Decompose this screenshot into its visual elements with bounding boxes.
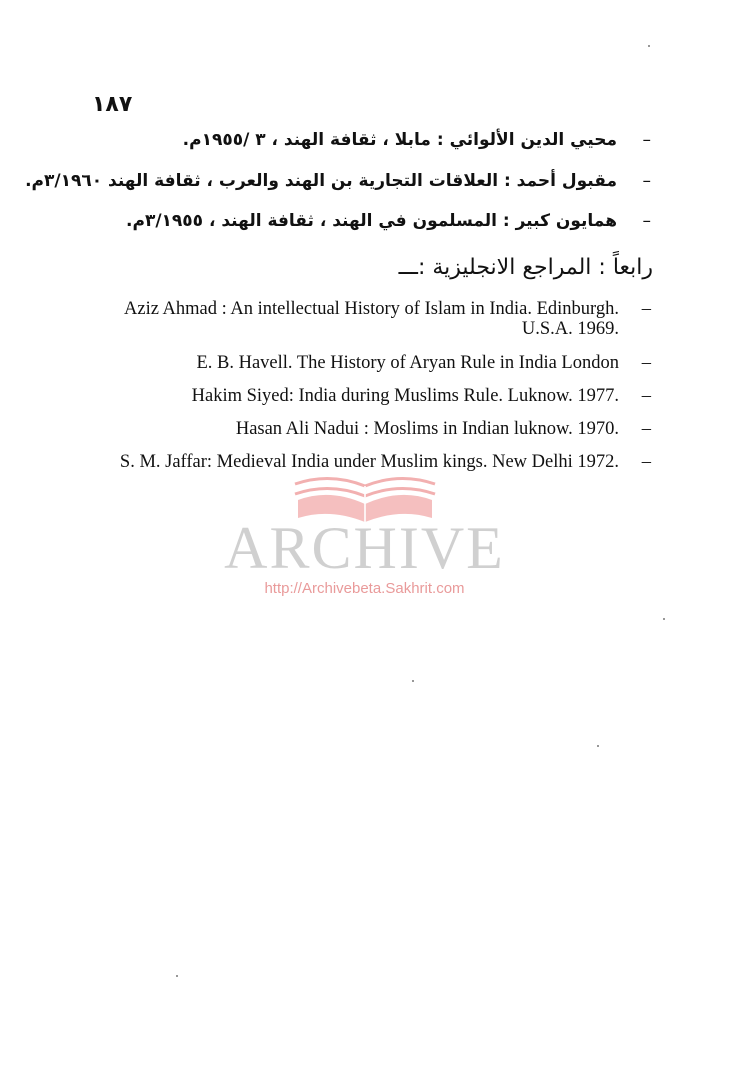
- list-dash: –: [642, 171, 651, 191]
- watermark-title: ARCHIVE: [224, 515, 505, 581]
- reference-text: S. M. Jaffar: Medieval India under Muslim kings. New Delhi 1972.: [119, 452, 619, 472]
- page-number: ١٨٧: [92, 92, 133, 117]
- reference-text: مقبول أحمد : العلاقات التجارية بن الهند والعرب ، ثقافة الهند ٣/١٩٦٠م.: [25, 171, 617, 191]
- reference-text: Aziz Ahmad : An intellectual History of Islam in India. Edinburgh.: [124, 299, 619, 319]
- list-dash: –: [641, 419, 651, 439]
- reference-text: E. B. Havell. The History of Aryan Rule in India London: [196, 353, 619, 373]
- list-dash: –: [642, 211, 651, 231]
- scan-speck: [412, 680, 414, 682]
- reference-continuation: U.S.A. 1969.: [521, 319, 619, 339]
- list-dash: –: [641, 353, 651, 373]
- section-heading: رابعاً : المراجع الانجليزية :ـــ: [398, 255, 653, 280]
- list-dash: –: [641, 452, 651, 472]
- list-dash: –: [641, 386, 651, 406]
- reference-text: محيي الدين الألوائي : مابلا ، ثقافة الهند ، ٣ /١٩٥٥م.: [182, 130, 617, 150]
- scan-speck: [176, 975, 178, 977]
- reference-text: همايون كبير : المسلمون في الهند ، ثقافة الهند ، ٣/١٩٥٥م.: [126, 211, 617, 231]
- arabic-reference-item: [25, 171, 651, 191]
- list-dash: –: [641, 299, 651, 319]
- watermark-url: http://Archivebeta.Sakhrit.com: [264, 580, 465, 597]
- scan-speck: [597, 745, 599, 747]
- scan-speck: [648, 45, 650, 47]
- reference-text: Hakim Siyed: India during Muslims Rule. Luknow. 1977.: [191, 386, 619, 406]
- arabic-reference-item: [183, 130, 651, 150]
- reference-text: Hasan Ali Nadui : Moslims in Indian luknow. 1970.: [235, 419, 619, 439]
- arabic-reference-item: [126, 211, 651, 231]
- list-dash: –: [642, 130, 651, 150]
- scan-speck: [663, 618, 665, 620]
